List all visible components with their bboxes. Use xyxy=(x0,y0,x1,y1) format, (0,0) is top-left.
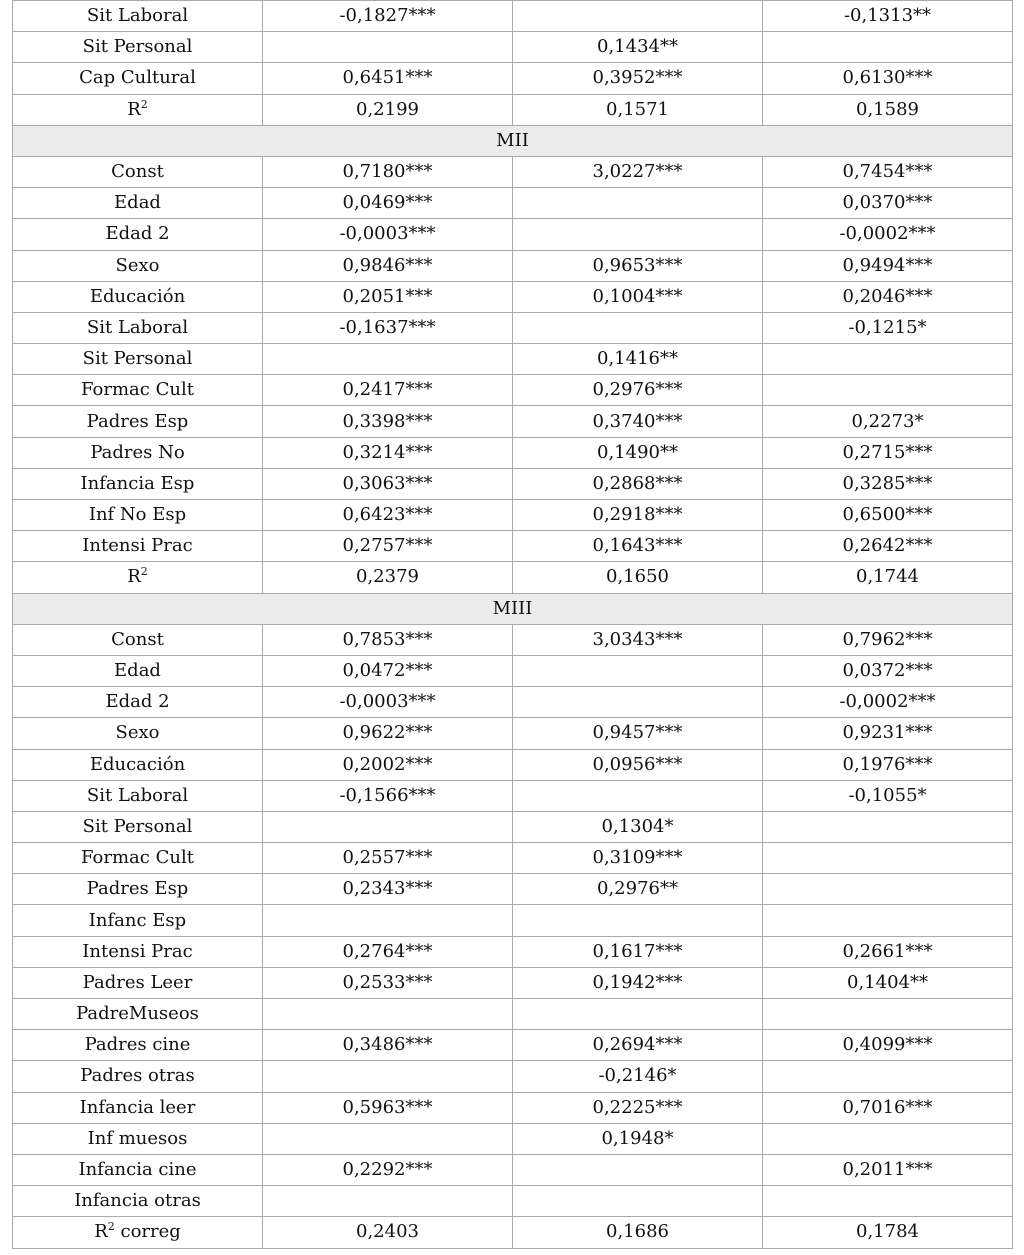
variable-label: Intensi Prac xyxy=(82,940,193,962)
variable-label: Sexo xyxy=(115,722,160,744)
coefficient-cell: -0,0003*** xyxy=(263,687,513,718)
coefficient-cell: 0,7454*** xyxy=(763,156,1013,187)
coefficient-cell: -0,0002*** xyxy=(763,687,1013,718)
coefficient-cell: 0,2642*** xyxy=(763,531,1013,562)
coefficient-cell: 0,1404** xyxy=(763,967,1013,998)
table-row xyxy=(13,219,1013,250)
table-row xyxy=(13,281,1013,312)
table-row xyxy=(13,32,1013,63)
table-row xyxy=(13,531,1013,562)
table-row xyxy=(13,437,1013,468)
coefficient-cell: 0,2403 xyxy=(263,1217,513,1248)
variable-label-cell xyxy=(13,811,263,842)
variable-label-cell xyxy=(13,63,263,94)
coefficient-cell xyxy=(513,312,763,343)
coefficient-cell: 0,2225*** xyxy=(513,1092,763,1123)
table-row xyxy=(13,1154,1013,1185)
variable-label-cell xyxy=(13,437,263,468)
table-row xyxy=(13,655,1013,686)
regression-results-table xyxy=(12,0,1013,1249)
variable-label: Inf muesos xyxy=(87,1127,188,1149)
table-row xyxy=(13,156,1013,187)
table-row xyxy=(13,1092,1013,1123)
coefficient-cell: 0,1304* xyxy=(513,811,763,842)
variable-label-cell xyxy=(13,1092,263,1123)
coefficient-cell xyxy=(763,874,1013,905)
coefficient-cell: 0,2661*** xyxy=(763,936,1013,967)
variable-label: Infancia Esp xyxy=(80,472,195,494)
coefficient-cell xyxy=(763,375,1013,406)
table-body xyxy=(13,1,1013,1249)
variable-label-cell xyxy=(13,843,263,874)
table-row xyxy=(13,1123,1013,1154)
coefficient-cell: -0,1313** xyxy=(763,1,1013,32)
variable-label: Padres otras xyxy=(80,1065,195,1087)
variable-label-cell xyxy=(13,531,263,562)
table-row xyxy=(13,811,1013,842)
coefficient-cell: 3,0343*** xyxy=(513,624,763,655)
coefficient-cell: 3,0227*** xyxy=(513,156,763,187)
coefficient-cell: 0,2694*** xyxy=(513,1030,763,1061)
table-row xyxy=(13,1186,1013,1217)
table-row xyxy=(13,406,1013,437)
variable-label: Educación xyxy=(89,285,186,307)
variable-label-cell xyxy=(13,312,263,343)
table-row xyxy=(13,780,1013,811)
coefficient-cell: -0,1566*** xyxy=(263,780,513,811)
coefficient-cell: 0,2715*** xyxy=(763,437,1013,468)
coefficient-cell xyxy=(513,780,763,811)
variable-label-cell xyxy=(13,624,263,655)
table-row xyxy=(13,188,1013,219)
variable-label: Const xyxy=(111,161,164,183)
coefficient-cell: 0,2051*** xyxy=(263,281,513,312)
variable-label: Infancia otras xyxy=(74,1190,201,1212)
coefficient-cell: -0,1637*** xyxy=(263,312,513,343)
coefficient-cell: 0,1617*** xyxy=(513,936,763,967)
coefficient-cell: 0,2868*** xyxy=(513,468,763,499)
coefficient-cell: 0,1416** xyxy=(513,344,763,375)
coefficient-cell: 0,3214*** xyxy=(263,437,513,468)
variable-label: Infanc Esp xyxy=(88,909,187,931)
section-header-row xyxy=(13,593,1013,624)
variable-label-cell xyxy=(13,32,263,63)
table-row xyxy=(13,312,1013,343)
coefficient-cell: 0,1744 xyxy=(763,562,1013,593)
variable-label-cell xyxy=(13,219,263,250)
coefficient-cell xyxy=(763,1061,1013,1092)
coefficient-cell xyxy=(263,344,513,375)
coefficient-cell: 0,1784 xyxy=(763,1217,1013,1248)
coefficient-cell: 0,1004*** xyxy=(513,281,763,312)
variable-label: Formac Cult xyxy=(81,847,194,869)
coefficient-cell xyxy=(263,811,513,842)
variable-label-cell xyxy=(13,156,263,187)
variable-label: Sit Laboral xyxy=(86,316,189,338)
table-row xyxy=(13,468,1013,499)
coefficient-cell: 0,3285*** xyxy=(763,468,1013,499)
coefficient-cell: 0,1571 xyxy=(513,94,763,125)
variable-label-cell xyxy=(13,1,263,32)
section-header-row xyxy=(13,125,1013,156)
coefficient-cell xyxy=(263,905,513,936)
variable-label: Padres cine xyxy=(84,1034,191,1056)
coefficient-cell xyxy=(763,32,1013,63)
table-row xyxy=(13,874,1013,905)
variable-label-cell xyxy=(13,281,263,312)
superscript: 2 xyxy=(140,97,148,111)
coefficient-cell: 0,2976*** xyxy=(513,375,763,406)
variable-label-cell xyxy=(13,905,263,936)
coefficient-cell: 0,1686 xyxy=(513,1217,763,1248)
table-row xyxy=(13,1030,1013,1061)
variable-label: Padres Esp xyxy=(86,878,189,900)
coefficient-cell: 0,2557*** xyxy=(263,843,513,874)
coefficient-cell xyxy=(513,999,763,1030)
coefficient-cell: 0,9494*** xyxy=(763,250,1013,281)
coefficient-cell: 0,2918*** xyxy=(513,500,763,531)
coefficient-cell: 0,0370*** xyxy=(763,188,1013,219)
variable-label-cell xyxy=(13,1030,263,1061)
coefficient-cell: 0,4099*** xyxy=(763,1030,1013,1061)
coefficient-cell xyxy=(263,1186,513,1217)
variable-label: Formac Cult xyxy=(81,379,194,401)
variable-label: Cap Cultural xyxy=(79,67,196,89)
coefficient-cell xyxy=(263,32,513,63)
table-row xyxy=(13,375,1013,406)
table-row xyxy=(13,967,1013,998)
coefficient-cell: 0,1650 xyxy=(513,562,763,593)
coefficient-cell: 0,0469*** xyxy=(263,188,513,219)
coefficient-cell xyxy=(263,1061,513,1092)
coefficient-cell xyxy=(513,1154,763,1185)
coefficient-cell xyxy=(763,1123,1013,1154)
variable-label: PadreMuseos xyxy=(76,1003,199,1025)
coefficient-cell: 0,3109*** xyxy=(513,843,763,874)
coefficient-cell: 0,9231*** xyxy=(763,718,1013,749)
coefficient-cell xyxy=(263,1123,513,1154)
variable-label-cell xyxy=(13,687,263,718)
coefficient-cell: 0,1589 xyxy=(763,94,1013,125)
coefficient-cell xyxy=(513,687,763,718)
variable-label: Sit Laboral xyxy=(86,784,189,806)
variable-label-cell xyxy=(13,999,263,1030)
variable-label: Inf No Esp xyxy=(88,504,187,526)
coefficient-cell xyxy=(513,219,763,250)
coefficient-cell: 0,2417*** xyxy=(263,375,513,406)
coefficient-cell xyxy=(513,655,763,686)
table-row xyxy=(13,905,1013,936)
table-row xyxy=(13,624,1013,655)
table-row xyxy=(13,843,1013,874)
variable-label: Sit Personal xyxy=(82,36,193,58)
table-row xyxy=(13,1217,1013,1248)
variable-label: Const xyxy=(111,628,164,650)
variable-label-cell xyxy=(13,375,263,406)
coefficient-cell: -0,1215* xyxy=(763,312,1013,343)
variable-label: Sit Laboral xyxy=(86,5,189,27)
variable-label: Edad 2 xyxy=(105,223,170,245)
coefficient-cell: 0,2273* xyxy=(763,406,1013,437)
coefficient-cell: 0,5963*** xyxy=(263,1092,513,1123)
coefficient-cell: 0,2199 xyxy=(263,94,513,125)
variable-label-cell xyxy=(13,94,263,125)
coefficient-cell xyxy=(763,905,1013,936)
table-row xyxy=(13,562,1013,593)
coefficient-cell xyxy=(763,843,1013,874)
coefficient-cell: 0,2976** xyxy=(513,874,763,905)
section-title: MIII xyxy=(13,593,1013,624)
table-row xyxy=(13,500,1013,531)
variable-label: Padres No xyxy=(90,441,185,463)
table-row xyxy=(13,344,1013,375)
table-row xyxy=(13,718,1013,749)
coefficient-cell xyxy=(263,999,513,1030)
variable-label-cell xyxy=(13,749,263,780)
coefficient-cell: -0,1055* xyxy=(763,780,1013,811)
variable-label-cell xyxy=(13,967,263,998)
variable-label-suffix: correg xyxy=(114,1221,181,1243)
coefficient-cell: 0,2379 xyxy=(263,562,513,593)
superscript: 2 xyxy=(140,565,148,579)
coefficient-cell: 0,6500*** xyxy=(763,500,1013,531)
coefficient-cell: 0,9457*** xyxy=(513,718,763,749)
coefficient-cell: 0,1434** xyxy=(513,32,763,63)
coefficient-cell: 0,7853*** xyxy=(263,624,513,655)
coefficient-cell: -0,1827*** xyxy=(263,1,513,32)
variable-label: Sexo xyxy=(115,254,160,276)
variable-label-cell xyxy=(13,1123,263,1154)
coefficient-cell: 0,3952*** xyxy=(513,63,763,94)
coefficient-cell: 0,6423*** xyxy=(263,500,513,531)
coefficient-cell: 0,1643*** xyxy=(513,531,763,562)
coefficient-cell: 0,7180*** xyxy=(263,156,513,187)
coefficient-cell: 0,1490** xyxy=(513,437,763,468)
variable-label: Sit Personal xyxy=(82,348,193,370)
coefficient-cell: -0,0003*** xyxy=(263,219,513,250)
coefficient-cell: 0,7016*** xyxy=(763,1092,1013,1123)
variable-label-cell xyxy=(13,188,263,219)
coefficient-cell: -0,0002*** xyxy=(763,219,1013,250)
coefficient-cell: 0,1942*** xyxy=(513,967,763,998)
variable-label: Infancia leer xyxy=(79,1096,196,1118)
coefficient-cell: 0,2533*** xyxy=(263,967,513,998)
table-row xyxy=(13,1061,1013,1092)
variable-label: Educación xyxy=(89,753,186,775)
variable-label: R xyxy=(94,1221,108,1243)
variable-label-cell xyxy=(13,1186,263,1217)
section-title: MII xyxy=(13,125,1013,156)
variable-label-cell xyxy=(13,500,263,531)
table-row xyxy=(13,1,1013,32)
variable-label-cell xyxy=(13,874,263,905)
coefficient-cell: 0,1976*** xyxy=(763,749,1013,780)
coefficient-cell: 0,2292*** xyxy=(263,1154,513,1185)
variable-label: R xyxy=(127,98,141,120)
variable-label: Infancia cine xyxy=(78,1159,197,1181)
variable-label-cell xyxy=(13,468,263,499)
coefficient-cell xyxy=(513,1186,763,1217)
variable-label: Edad 2 xyxy=(105,691,170,713)
coefficient-cell: 0,6130*** xyxy=(763,63,1013,94)
superscript: 2 xyxy=(107,1220,115,1234)
coefficient-cell xyxy=(763,811,1013,842)
variable-label: Intensi Prac xyxy=(82,535,193,557)
coefficient-cell: 0,1948* xyxy=(513,1123,763,1154)
coefficient-cell xyxy=(763,1186,1013,1217)
table-row xyxy=(13,250,1013,281)
coefficient-cell xyxy=(763,344,1013,375)
variable-label: Padres Leer xyxy=(82,971,193,993)
variable-label-cell xyxy=(13,1154,263,1185)
variable-label: Sit Personal xyxy=(82,815,193,837)
variable-label-cell xyxy=(13,780,263,811)
coefficient-cell: 0,9622*** xyxy=(263,718,513,749)
coefficient-cell xyxy=(513,188,763,219)
variable-label: Edad xyxy=(114,192,161,214)
variable-label-cell xyxy=(13,562,263,593)
variable-label-cell xyxy=(13,250,263,281)
table-row xyxy=(13,94,1013,125)
table-row xyxy=(13,999,1013,1030)
coefficient-cell: 0,3398*** xyxy=(263,406,513,437)
coefficient-cell: 0,2002*** xyxy=(263,749,513,780)
coefficient-cell: 0,2764*** xyxy=(263,936,513,967)
variable-label: Edad xyxy=(114,660,161,682)
coefficient-cell: 0,2011*** xyxy=(763,1154,1013,1185)
table-row xyxy=(13,63,1013,94)
variable-label-cell xyxy=(13,718,263,749)
variable-label-cell xyxy=(13,655,263,686)
variable-label-cell xyxy=(13,936,263,967)
coefficient-cell: 0,2757*** xyxy=(263,531,513,562)
coefficient-cell xyxy=(763,999,1013,1030)
coefficient-cell: 0,0472*** xyxy=(263,655,513,686)
coefficient-cell: 0,2343*** xyxy=(263,874,513,905)
table-row xyxy=(13,749,1013,780)
coefficient-cell: 0,3063*** xyxy=(263,468,513,499)
coefficient-cell: 0,9846*** xyxy=(263,250,513,281)
coefficient-cell: 0,6451*** xyxy=(263,63,513,94)
coefficient-cell: -0,2146* xyxy=(513,1061,763,1092)
coefficient-cell: 0,0372*** xyxy=(763,655,1013,686)
coefficient-cell: 0,9653*** xyxy=(513,250,763,281)
variable-label-cell xyxy=(13,344,263,375)
variable-label: Padres Esp xyxy=(86,410,189,432)
coefficient-cell: 0,7962*** xyxy=(763,624,1013,655)
table-row xyxy=(13,936,1013,967)
coefficient-cell: 0,3740*** xyxy=(513,406,763,437)
coefficient-cell: 0,0956*** xyxy=(513,749,763,780)
variable-label-cell xyxy=(13,1217,263,1248)
coefficient-cell xyxy=(513,905,763,936)
table-row xyxy=(13,687,1013,718)
variable-label-cell xyxy=(13,1061,263,1092)
coefficient-cell: 0,2046*** xyxy=(763,281,1013,312)
coefficient-cell: 0,3486*** xyxy=(263,1030,513,1061)
variable-label-cell xyxy=(13,406,263,437)
coefficient-cell xyxy=(513,1,763,32)
variable-label: R xyxy=(127,566,141,588)
